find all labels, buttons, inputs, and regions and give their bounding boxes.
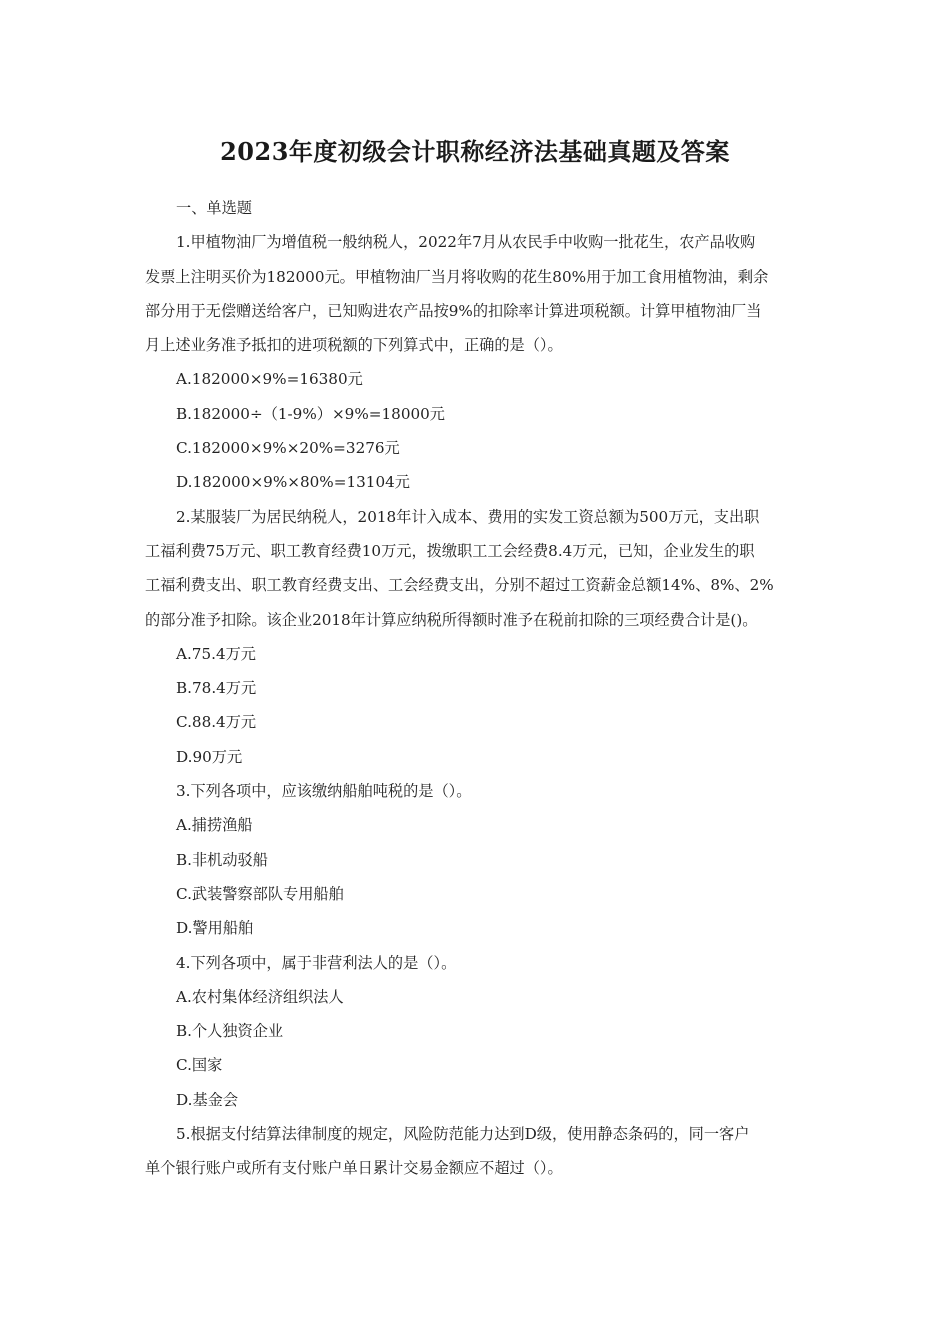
question-text-line: 2.某服装厂为居民纳税人，2018年计入成本、费用的实发工资总额为500万元，支出职: [176, 507, 760, 526]
question-text-line: 工福利费支出、职工教育经费支出、工会经费支出，分别不超过工资薪金总额14%、8%、2%: [145, 576, 774, 595]
question-text-line: 5.根据支付结算法律制度的规定，风险防范能力达到D级，使用静态条码的，同一客户: [176, 1125, 750, 1144]
question-text-line: 月上述业务准予抵扣的进项税额的下列算式中，正确的是（）。: [145, 336, 563, 355]
question-text-line: 工福利费75万元、职工教育经费10万元，拨缴职工工会经费8.4万元，已知，企业发生的职: [145, 541, 755, 560]
section-heading: 一、单选题: [176, 199, 252, 217]
answer-option: D.90万元: [176, 747, 243, 766]
answer-option: D.基金会: [176, 1090, 239, 1109]
page-title: 2023年度初级会计职称经济法基础真题及答案: [220, 137, 730, 166]
answer-option: B.个人独资企业: [176, 1022, 284, 1041]
answer-option: D.182000×9%×80%=13104元: [176, 473, 410, 492]
document-body: [145, 191, 815, 1186]
answer-option: B.78.4万元: [176, 679, 257, 698]
answer-option: A.农村集体经济组织法人: [176, 987, 344, 1006]
question-text-line: 单个银行账户或所有支付账户单日累计交易金额应不超过（）。: [145, 1159, 563, 1178]
question-text-line: 4.下列各项中，属于非营利法人的是（）。: [176, 953, 457, 972]
answer-option: A.75.4万元: [176, 644, 256, 663]
question-1: [145, 225, 815, 499]
question-5: [145, 1117, 815, 1186]
question-4: [145, 946, 815, 1117]
question-2: [145, 500, 815, 774]
answer-option: A.182000×9%=16380元: [176, 370, 363, 389]
question-text-line: 部分用于无偿赠送给客户，已知购进农产品按9%的扣除率计算进项税额。计算甲植物油厂当: [145, 301, 762, 320]
answer-option: B.182000÷（1-9%）×9%=18000元: [176, 404, 445, 423]
question-text-line: 的部分准予扣除。该企业2018年计算应纳税所得额时准予在税前扣除的三项经费合计是()。: [145, 610, 758, 629]
question-3: [145, 774, 815, 945]
answer-option: C.88.4万元: [176, 713, 257, 732]
answer-option: A.捕捞渔船: [176, 816, 253, 835]
answer-option: D.警用船舶: [176, 919, 254, 938]
answer-option: B.非机动驳船: [176, 850, 268, 869]
question-text-line: 3.下列各项中，应该缴纳船舶吨税的是（）。: [176, 782, 472, 801]
answer-option: C.国家: [176, 1056, 223, 1075]
question-text-line: 发票上注明买价为182000元。甲植物油厂当月将收购的花生80%用于加工食用植物油，剩余: [145, 267, 769, 286]
question-text-line: 1.甲植物油厂为增值税一般纳税人，2022年7月从农民手中收购一批花生，农产品收购: [176, 233, 756, 252]
answer-option: C.182000×9%×20%=3276元: [176, 439, 400, 458]
answer-option: C.武装警察部队专用船舶: [176, 884, 344, 903]
